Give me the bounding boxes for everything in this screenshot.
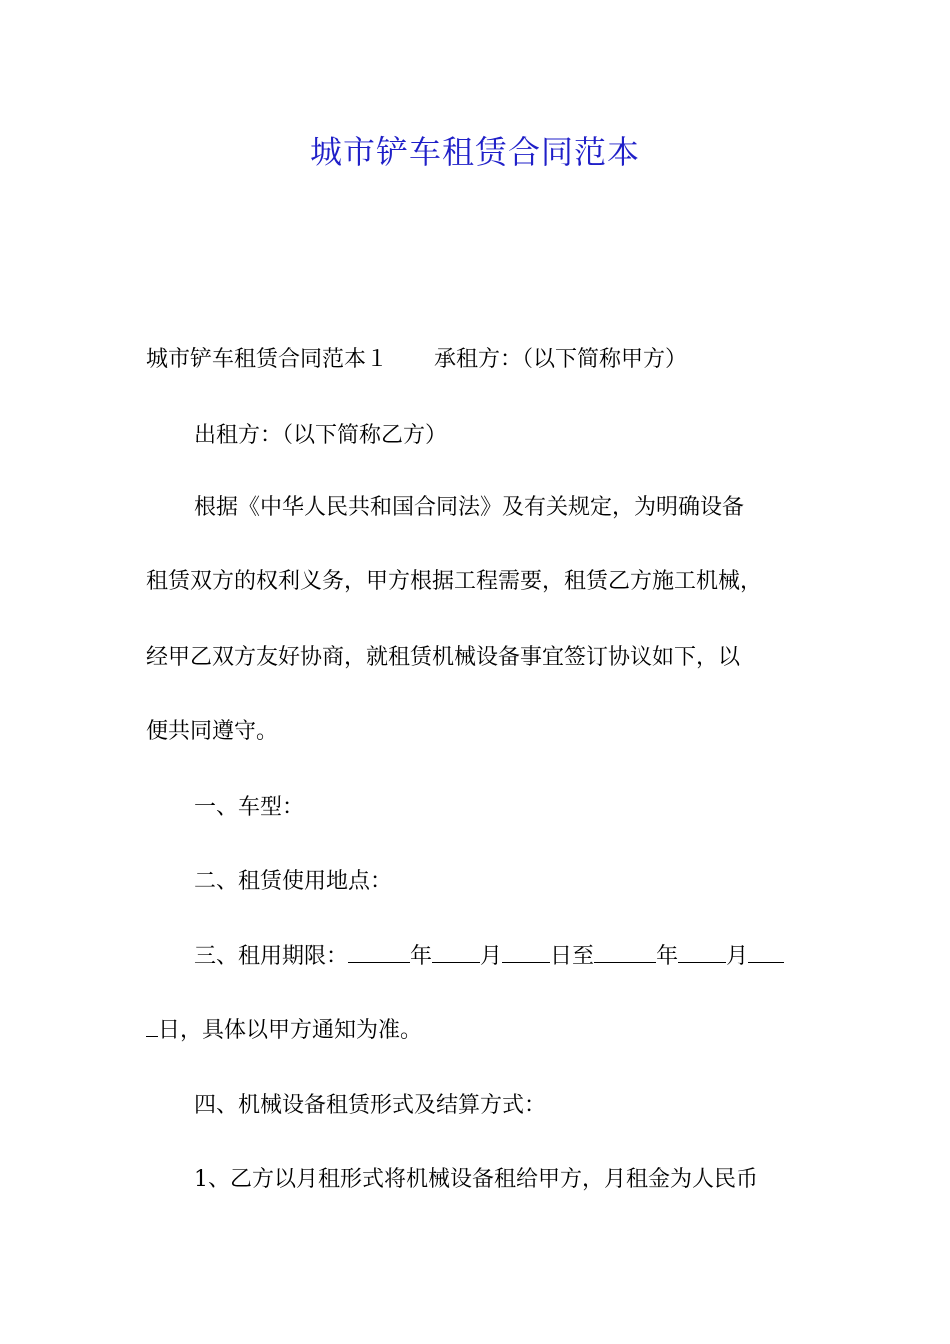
blank-end-day-part1 [748,940,784,963]
blank-start-year [348,940,410,963]
blank-end-year [594,940,656,963]
clause-payment-item-1: 1、乙方以月租形式将机械设备租给甲方，月租金为人民币 [194,1167,758,1192]
intro-line [146,344,826,376]
document-title: 城市铲车租赁合同范本 [309,133,640,171]
clause-term [194,940,874,973]
label-month: 月 [480,944,503,969]
paragraph-1-line-4: 便共同遵守。 [146,719,279,744]
lessor-line: 出租方：（以下简称乙方） [194,423,448,448]
blank-end-day-part2 [146,1014,158,1037]
label-year: 年 [410,944,433,969]
clause-location: 二、租赁使用地点： [194,869,393,894]
paragraph-1-line-3: 经甲乙双方友好协商，就租赁机械设备事宜签订协议如下，以 [146,645,741,670]
lessee-text: 承租方：（以下简称甲方） [434,347,688,372]
blank-start-day [502,940,550,963]
paragraph-1-line-1: 根据《中华人民共和国合同法》及有关规定，为明确设备 [194,495,745,520]
clause-term-line-2 [146,1014,826,1047]
intro-heading: 城市铲车租赁合同范本１ [146,347,389,372]
paragraph-1-line-2: 租赁双方的权利义务，甲方根据工程需要，租赁乙方施工机械， [146,569,763,594]
label-day-to: 日至 [550,944,595,969]
clause-vehicle-type: 一、车型： [194,795,305,820]
clause-term-prefix: 三、租用期限： [194,944,349,969]
blank-start-month [432,940,480,963]
label-month-end: 月 [726,944,749,969]
clause-term-continuation: 日，具体以甲方通知为准。 [158,1018,423,1043]
label-year-end: 年 [656,944,679,969]
blank-end-month [678,940,726,963]
clause-payment: 四、机械设备租赁形式及结算方式： [194,1093,547,1118]
